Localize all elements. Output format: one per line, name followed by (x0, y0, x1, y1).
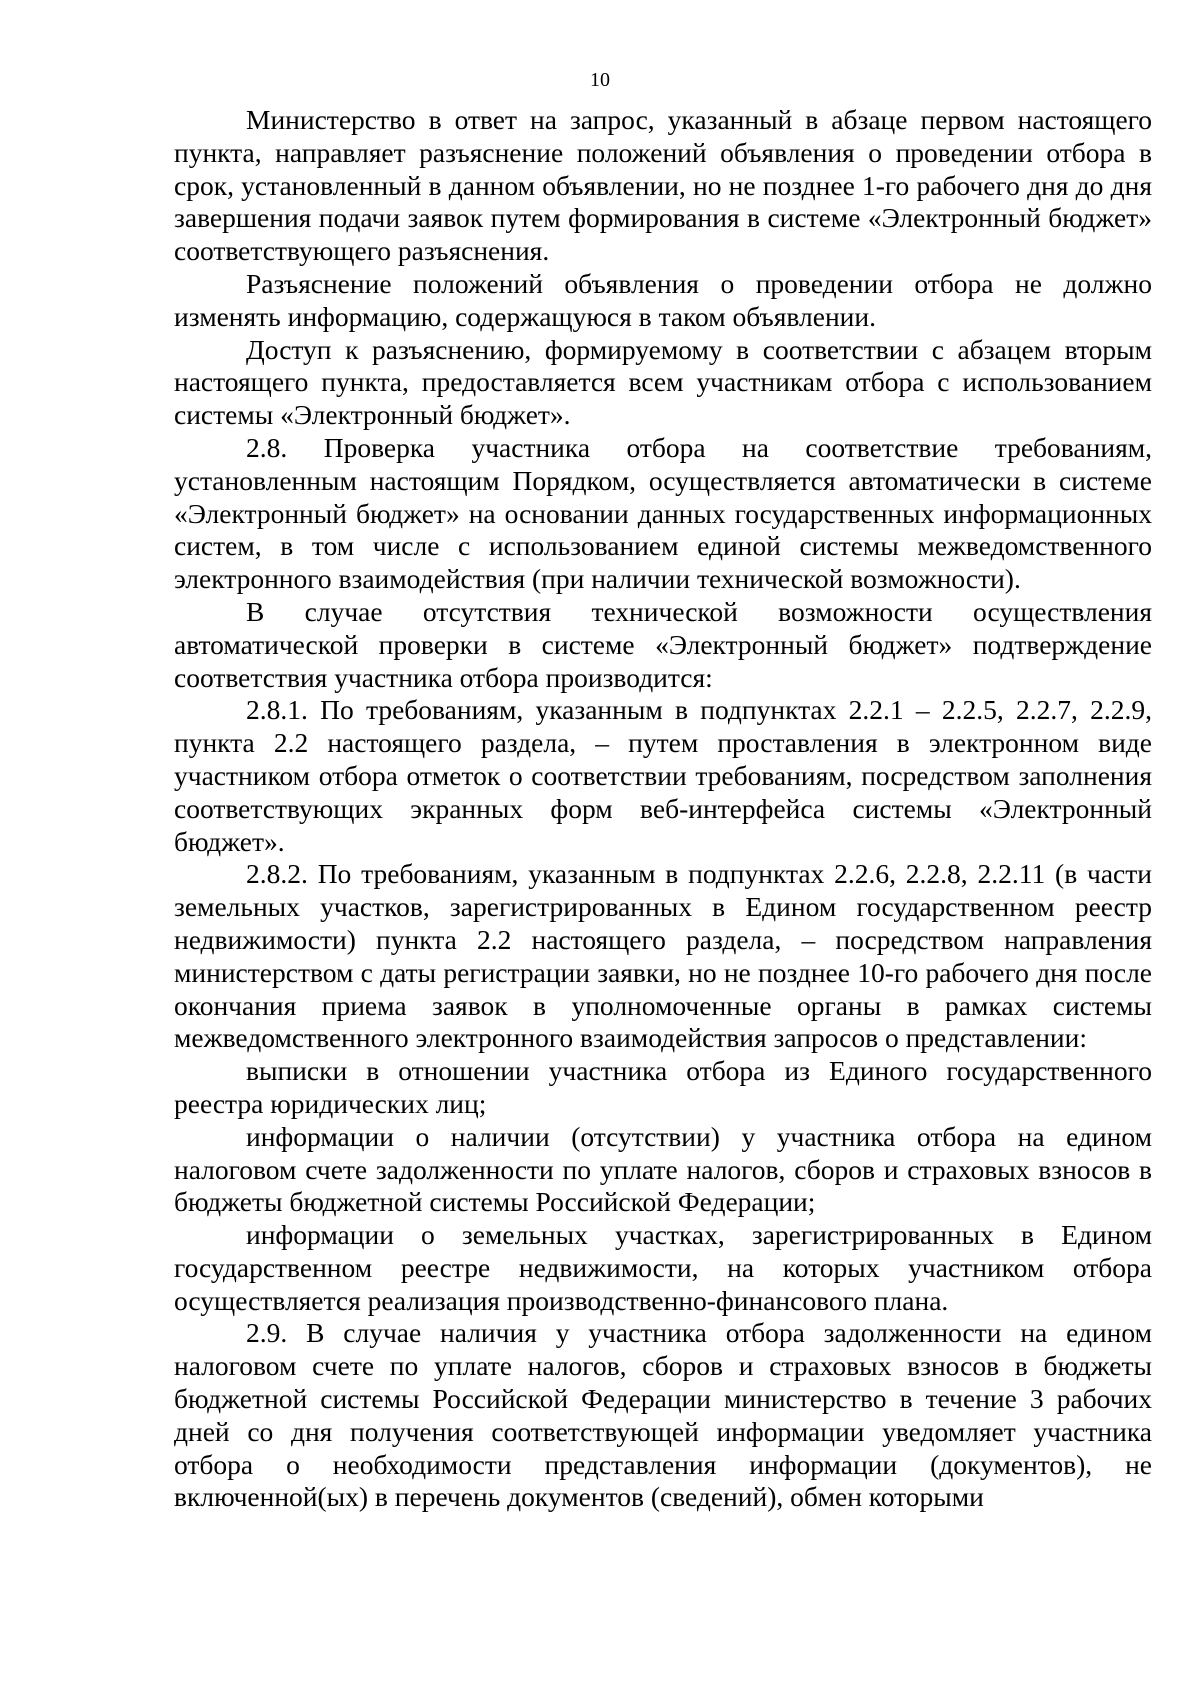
paragraph-2-9-debt: 2.9. В случае наличия у участника отбора задолженности на едином налоговом счете по уплате налогов, сборов и страховых взносов в бюджеты бюджетной системы Российской Федерации министерство в течение 3 рабочих дней со дня получения соответствующей информации уведомляет участника отбора о необходимости представления информации (документов), не включенной(ых) в перечень документов (сведений), обмен которыми (174, 1317, 1152, 1513)
page-number: 10 (590, 69, 610, 91)
paragraph-2-8-1: 2.8.1. По требованиям, указанным в подпунктах 2.2.1 – 2.2.5, 2.2.7, 2.2.9, пункта 2.2 настоящего раздела, – путем проставления в электронном виде участником отбора отметок о соответствии требованиям, посредством заполнения соответствующих экранных форм веб-интерфейса системы «Электронный бюджет». (174, 694, 1152, 857)
paragraph-no-auto-check: В случае отсутствия технической возможности осуществления автоматической проверки в системе «Электронный бюджет» подтверждение соответствия участника отбора производится: (174, 595, 1152, 693)
paragraph-clarification-access: Доступ к разъяснению, формируемому в соответствии с абзацем вторым настоящего пункта, предоставляется всем участникам отбора с использованием системы «Электронный бюджет». (174, 333, 1152, 431)
document-body (174, 104, 1152, 1514)
paragraph-2-8-verification: 2.8. Проверка участника отбора на соответствие требованиям, установленным настоящим Порядком, осуществляется автоматически в системе «Электронный бюджет» на основании данных государственных информационных систем, в том числе с использованием единой системы межведомственного электронного взаимодействия (при наличии технической возможности). (174, 431, 1152, 595)
paragraph-2-8-2: 2.8.2. По требованиям, указанным в подпунктах 2.2.6, 2.2.8, 2.2.11 (в части земельных участков, зарегистрированных в Едином государственном реестр недвижимости) пункта 2.2 настоящего раздела, – посредством направления министерством с даты регистрации заявки, но не позднее 10-го рабочего дня после окончания приема заявок в уполномоченные органы в рамках системы межведомственного электронного взаимодействия запросов о представлении: (174, 858, 1152, 1054)
paragraph-egrul-extract: выписки в отношении участника отбора из Единого государственного реестра юридических лиц; (174, 1055, 1152, 1119)
paragraph-land-plots-info: информации о земельных участках, зарегистрированных в Едином государственном реестре недвижимости, на которых участником отбора осуществляется реализация производственно-финансового плана. (174, 1219, 1152, 1316)
paragraph-clarification-response: Министерство в ответ на запрос, указанный в абзаце первом настоящего пункта, направляет разъяснение положений объявления о проведении отбора в срок, установленный в данном объявлении, но не позднее 1-го рабочего дня до дня завершения подачи заявок путем формирования в системе «Электронный бюджет» соответствующего разъяснения. (174, 104, 1152, 267)
paragraph-tax-debt-info: информации о наличии (отсутствии) у участника отбора на едином налоговом счете задолженности по уплате налогов, сборов и страховых взносов в бюджеты бюджетной системы Российской Федерации; (174, 1120, 1152, 1218)
paragraph-clarification-restriction: Разъяснение положений объявления о проведении отбора не должно изменять информацию, содержащуюся в таком объявлении. (174, 267, 1152, 332)
